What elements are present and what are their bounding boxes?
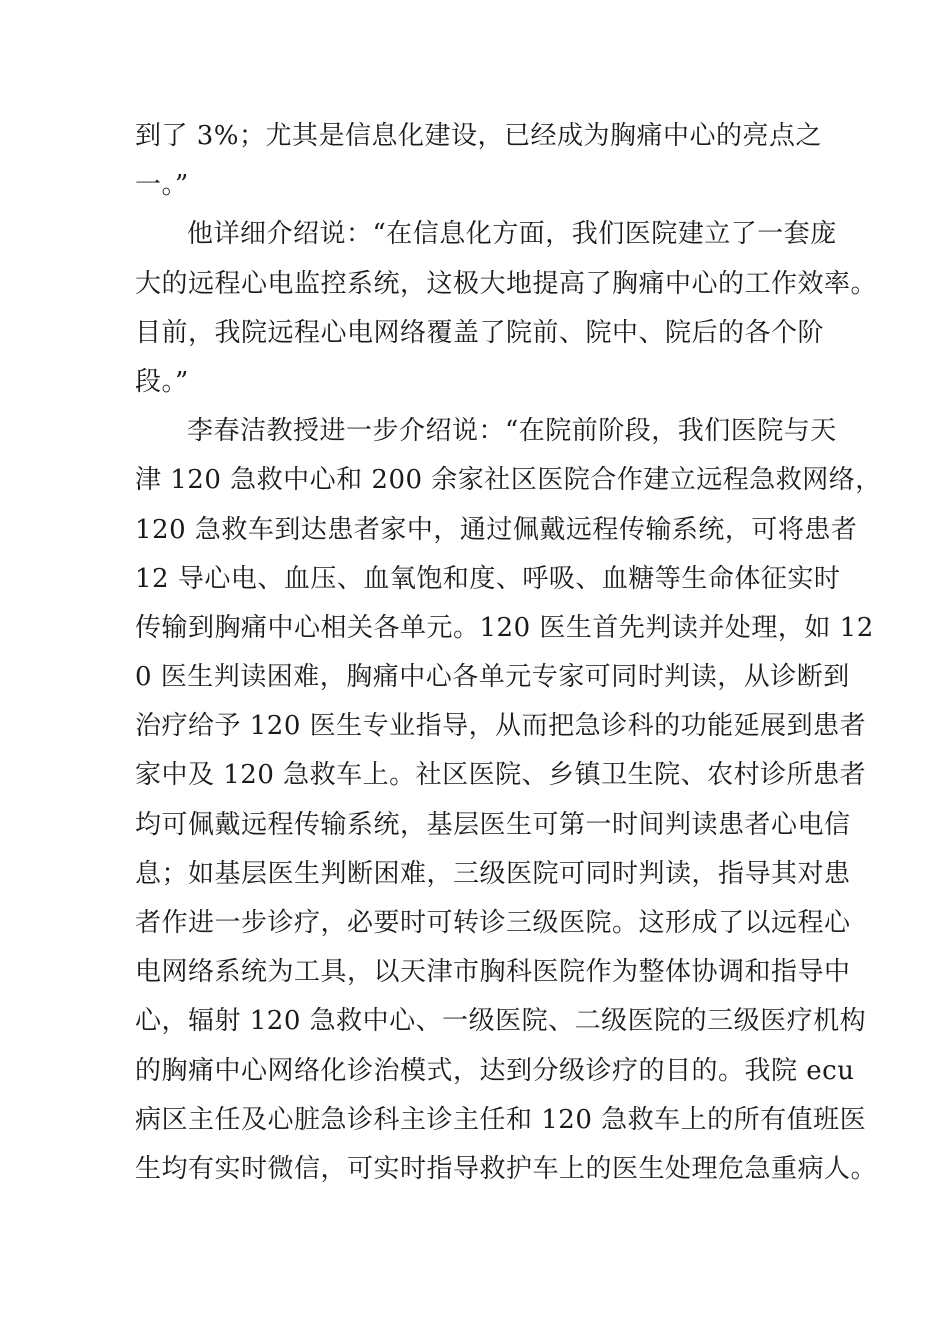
- text-line: 治疗给予 120 医生专业指导，从而把急诊科的功能延展到患者: [135, 711, 867, 742]
- body-text: [135, 112, 882, 1194]
- text-line: 到了 3%；尤其是信息化建设，已经成为胸痛中心的亮点之: [135, 121, 823, 151]
- paragraph-first-line: 李春洁教授进一步介绍说：“在院前阶段，我们医院与天: [187, 416, 837, 447]
- text-line: 息；如基层医生判断困难，三级医院可同时判读，指导其对患: [135, 858, 851, 889]
- text-line: 病区主任及心脏急诊科主诊主任和 120 急救车上的所有值班医: [135, 1104, 867, 1135]
- text-line: 生均有实时微信，可实时指导救护车上的医生处理危急重病人。: [135, 1153, 878, 1184]
- text-line: 津 120 急救中心和 200 余家社区医院合作建立远程急救网络，: [135, 465, 882, 496]
- text-line: 段。”: [135, 366, 189, 397]
- text-line: 均可佩戴远程传输系统，基层医生可第一时间判读患者心电信: [135, 809, 851, 840]
- text-line: 传输到胸痛中心相关各单元。120 医生首先判读并处理，如 12: [135, 612, 874, 643]
- text-line: 大的远程心电监控系统，这极大地提高了胸痛中心的工作效率。: [135, 268, 878, 299]
- text-line: 电网络系统为工具，以天津市胸科医院作为整体协调和指导中: [135, 957, 851, 988]
- text-line: 0 医生判读困难，胸痛中心各单元专家可同时判读，从诊断到: [135, 662, 850, 693]
- text-line: 心，辐射 120 急救中心、一级医院、二级医院的三级医疗机构: [135, 1006, 867, 1037]
- paragraph-first-line: 他详细介绍说：“在信息化方面，我们医院建立了一套庞: [187, 219, 837, 250]
- text-line: 的胸痛中心网络化诊治模式，达到分级诊疗的目的。我院 ecu: [135, 1055, 855, 1086]
- text-line: 者作进一步诊疗，必要时可转诊三级医院。这形成了以远程心: [135, 908, 851, 938]
- text-line: 一。”: [135, 170, 189, 201]
- text-line: 12 导心电、血压、血氧饱和度、呼吸、血糖等生命体征实时: [135, 563, 841, 594]
- text-line: 目前，我院远程心电网络覆盖了院前、院中、院后的各个阶: [135, 317, 825, 348]
- text-line: 家中及 120 急救车上。社区医院、乡镇卫生院、农村诊所患者: [135, 760, 867, 791]
- text-line: 120 急救车到达患者家中，通过佩戴远程传输系统，可将患者: [135, 514, 858, 545]
